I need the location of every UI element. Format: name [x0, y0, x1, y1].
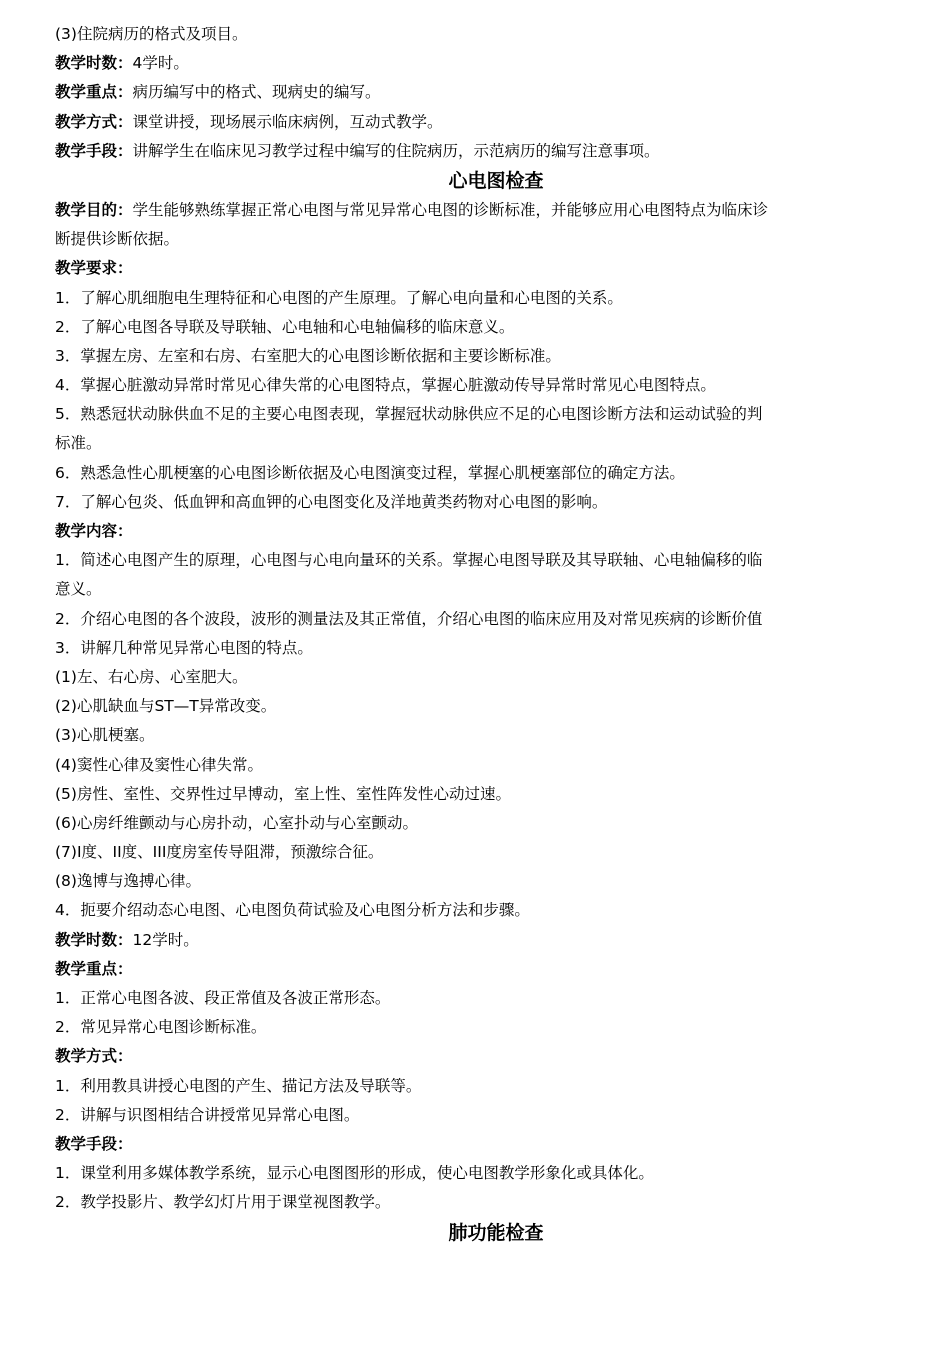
intro-method-label: 教学方式： — [55, 112, 133, 131]
ecg-hours-value: 12学时。 — [132, 930, 199, 949]
ecg-requirement-item: 1．了解心肌细胞电生理特征和心电图的产生原理。了解心电向量和心电图的关系。 — [55, 288, 623, 307]
section-title-ecg: 心电图检查 — [448, 169, 544, 192]
section-title-lung-function: 肺功能检查 — [448, 1221, 544, 1244]
ecg-content-item: (6)心房纤维颤动与心房扑动，心室扑动与心室颤动。 — [55, 813, 418, 832]
ecg-requirement-item: 4．掌握心脏激动异常时常见心律失常的心电图特点，掌握心脏激动传导异常时常见心电图特点。 — [55, 376, 716, 395]
intro-method — [55, 108, 937, 137]
intro-means-label: 教学手段： — [55, 141, 133, 160]
ecg-content-item: 2．介绍心电图的各个波段，波形的测量法及其正常值，介绍心电图的临床应用及对常见疾病的诊断价值 — [55, 609, 763, 628]
ecg-method-label: 教学方式： — [55, 1047, 133, 1066]
ecg-content-item: (2)心肌缺血与ST—T异常改变。 — [55, 697, 277, 716]
intro-hours-label: 教学时数： — [55, 54, 133, 73]
ecg-content-item: 4．扼要介绍动态心电图、心电图负荷试验及心电图分析方法和步骤。 — [55, 901, 530, 920]
ecg-goal-continued: 断提供诊断依据。 — [55, 230, 180, 249]
ecg-content-item: (4)窦性心律及窦性心律失常。 — [55, 755, 263, 774]
document-page — [55, 20, 937, 1248]
ecg-requirements-label: 教学要求： — [55, 259, 133, 278]
ecg-requirement-item: 3．掌握左房、左室和右房、右室肥大的心电图诊断依据和主要诊断标准。 — [55, 346, 561, 365]
ecg-method-item: 2．讲解与识图相结合讲授常见异常心电图。 — [55, 1105, 360, 1124]
ecg-content-item: 意义。 — [55, 580, 102, 599]
ecg-hours — [55, 926, 937, 955]
ecg-focus-item: 1．正常心电图各波、段正常值及各波正常形态。 — [55, 989, 391, 1007]
ecg-content-item: (3)心肌梗塞。 — [55, 726, 155, 745]
ecg-requirement-item: 2．了解心电图各导联及导联轴、心电轴和心电轴偏移的临床意义。 — [55, 317, 515, 336]
ecg-content-item: (5)房性、室性、交界性过早博动，室上性、室性阵发性心动过速。 — [55, 784, 511, 803]
ecg-content-item: (7)I度、II度、III度房室传导阻滞，预激综合征。 — [55, 843, 384, 862]
ecg-requirement-item: 7．了解心包炎、低血钾和高血钾的心电图变化及洋地黄类药物对心电图的影响。 — [55, 492, 608, 511]
ecg-method-item: 1．利用教具讲授心电图的产生、描记方法及导联等。 — [55, 1076, 422, 1095]
ecg-requirement-item: 6．熟悉急性心肌梗塞的心电图诊断依据及心电图演变过程，掌握心肌梗塞部位的确定方法。 — [55, 463, 685, 482]
ecg-goal — [55, 196, 937, 225]
ecg-content-item: 1．简述心电图产生的原理，心电图与心电向量环的关系。掌握心电图导联及其导联轴、心电轴偏移的临 — [55, 551, 763, 570]
ecg-means-label: 教学手段： — [55, 1134, 133, 1153]
ecg-focus-item: 2．常见异常心电图诊断标准。 — [55, 1018, 267, 1037]
ecg-requirement-item: 5．熟悉冠状动脉供血不足的主要心电图表现，掌握冠状动脉供应不足的心电图诊断方法和运动试验的判 — [55, 405, 763, 424]
ecg-goal-value: 学生能够熟练掌握正常心电图与常见异常心电图的诊断标准，并能够应用心电图特点为临床诊 — [132, 200, 769, 219]
intro-item-3: (3)住院病历的格式及项目。 — [55, 25, 248, 43]
ecg-hours-label: 教学时数： — [55, 930, 133, 949]
intro-means-value: 讲解学生在临床见习教学过程中编写的住院病历，示范病历的编写注意事项。 — [132, 141, 660, 160]
ecg-means-item: 2．教学投影片、教学幻灯片用于课堂视图教学。 — [55, 1193, 391, 1212]
intro-means — [55, 137, 937, 166]
intro-focus — [55, 78, 937, 107]
intro-hours — [55, 49, 937, 78]
ecg-content-item: 3．讲解几种常见异常心电图的特点。 — [55, 638, 313, 657]
ecg-content-item: (1)左、右心房、心室肥大。 — [55, 667, 248, 686]
ecg-content-item: (8)逸博与逸搏心律。 — [55, 872, 201, 891]
intro-hours-value: 4学时。 — [132, 54, 189, 73]
ecg-focus-label: 教学重点： — [55, 959, 133, 978]
ecg-content-label: 教学内容： — [55, 522, 133, 540]
ecg-means-item: 1．课堂利用多媒体教学系统，显示心电图图形的形成，使心电图教学形象化或具体化。 — [55, 1164, 654, 1183]
intro-focus-value: 病历编写中的格式、现病史的编写。 — [132, 83, 381, 102]
intro-method-value: 课堂讲授，现场展示临床病例，互动式教学。 — [132, 112, 443, 131]
ecg-requirement-item: 标准。 — [55, 434, 102, 453]
intro-focus-label: 教学重点： — [55, 83, 133, 102]
ecg-goal-label: 教学目的： — [55, 200, 133, 219]
